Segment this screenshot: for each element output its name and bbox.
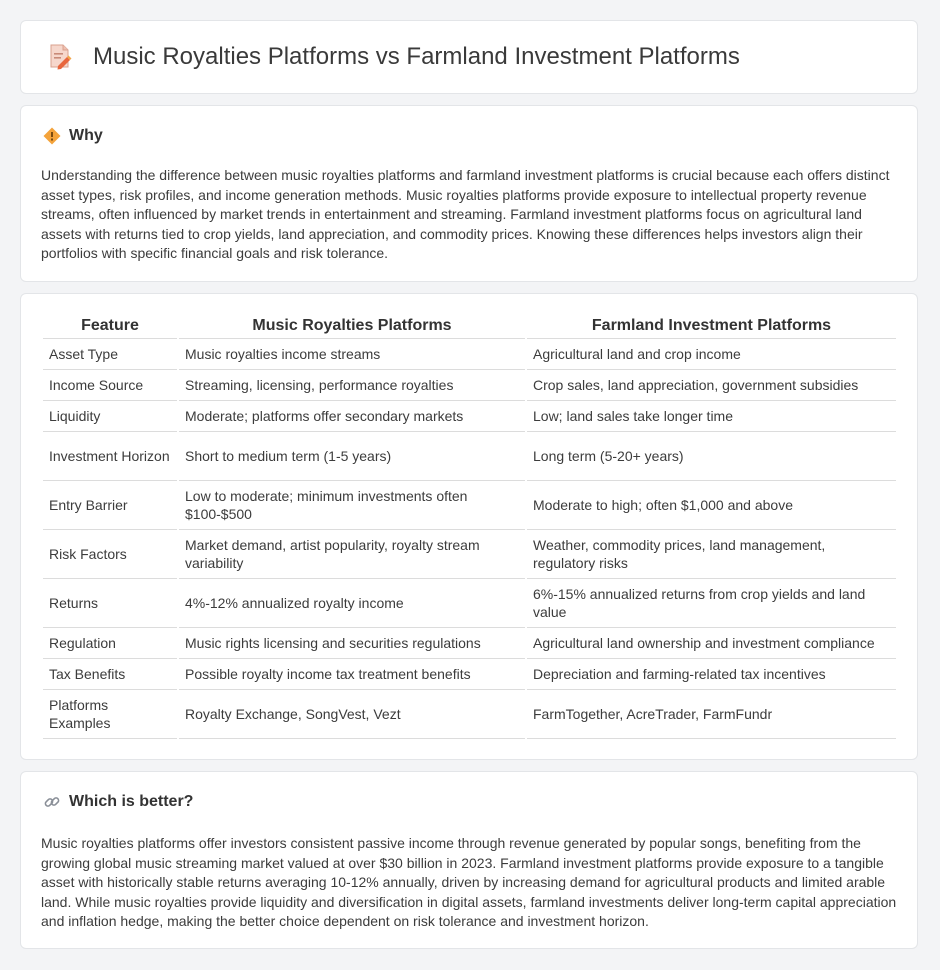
farmland-cell: FarmTogether, AcreTrader, FarmFundr [527,690,896,739]
title-row [47,43,740,71]
farmland-cell: Low; land sales take longer time [527,401,896,432]
farmland-cell: Depreciation and farming-related tax incentives [527,659,896,690]
feature-cell: Risk Factors [43,530,177,579]
music-cell: Market demand, artist popularity, royalty stream variability [179,530,525,579]
page-title: Music Royalties Platforms vs Farmland Investment Platforms [93,43,740,70]
table-row [43,579,896,628]
feature-cell: Investment Horizon [43,432,177,481]
better-heading-row [43,793,193,811]
why-heading: Why [69,127,103,144]
farmland-cell: Moderate to high; often $1,000 and above [527,481,896,530]
music-cell: 4%-12% annualized royalty income [179,579,525,628]
farmland-cell: Agricultural land and crop income [527,339,896,370]
table-row [43,690,896,739]
farmland-cell: Crop sales, land appreciation, government subsidies [527,370,896,401]
table-row [43,401,896,432]
table-row [43,432,896,481]
table-row [43,530,896,579]
document-pencil-icon [47,43,73,71]
music-cell: Music royalties income streams [179,339,525,370]
music-cell: Possible royalty income tax treatment benefits [179,659,525,690]
farmland-cell: Long term (5-20+ years) [527,432,896,481]
farmland-cell: Agricultural land ownership and investment compliance [527,628,896,659]
why-heading-row [43,127,103,145]
header-card [20,20,918,94]
feature-cell: Liquidity [43,401,177,432]
which-is-better-section [20,771,918,949]
diamond-sign-icon [43,127,61,145]
column-header-farmland: Farmland Investment Platforms [527,314,896,339]
table-row [43,481,896,530]
table-header-row [43,314,896,339]
music-cell: Moderate; platforms offer secondary markets [179,401,525,432]
better-heading: Which is better? [69,793,194,810]
comparison-section [20,293,918,760]
music-cell: Short to medium term (1-5 years) [179,432,525,481]
why-text: Understanding the difference between music royalties platforms and farmland investment platforms is crucial because each offers distinct asset types, risk profiles, and income generation methods. Music royalties platforms provide exposure to intellectual property revenue streams, often influenced by market trends in entertainment and streaming. Farmland investment platforms focus on agricultural land assets with returns tied to crop yields, land appreciation, and commodity prices. Knowing these differences helps investors align their portfolios with specific financial goals and risk tolerance. [41,167,890,261]
music-cell: Streaming, licensing, performance royalties [179,370,525,401]
link-icon [43,793,61,811]
feature-cell: Tax Benefits [43,659,177,690]
feature-cell: Returns [43,579,177,628]
table-row [43,628,896,659]
table-row [43,659,896,690]
comparison-table [41,314,898,739]
farmland-cell: 6%-15% annualized returns from crop yields and land value [527,579,896,628]
music-cell: Low to moderate; minimum investments often $100-$500 [179,481,525,530]
column-header-feature: Feature [43,314,177,339]
better-text: Music royalties platforms offer investors consistent passive income through revenue generated by popular songs, benefiting from the growing global music streaming market valued at over $30 billion in 2023. Farmland investment platforms provide exposure to a tangible asset with historically stable returns averaging 10-12% annually, driven by increasing demand for agricultural products and limited arable land. While music royalties provide liquidity and diversification in digital assets, farmland investments deliver long-term capital appreciation and inflation hedge, making the better choice dependent on risk tolerance and investment horizon. [41,835,897,929]
feature-cell: Regulation [43,628,177,659]
column-header-music: Music Royalties Platforms [179,314,525,339]
music-cell: Royalty Exchange, SongVest, Vezt [179,690,525,739]
table-row [43,339,896,370]
why-section [20,105,918,282]
music-cell: Music rights licensing and securities regulations [179,628,525,659]
feature-cell: Platforms Examples [43,690,177,739]
feature-cell: Income Source [43,370,177,401]
table-row [43,370,896,401]
feature-cell: Entry Barrier [43,481,177,530]
feature-cell: Asset Type [43,339,177,370]
farmland-cell: Weather, commodity prices, land management, regulatory risks [527,530,896,579]
